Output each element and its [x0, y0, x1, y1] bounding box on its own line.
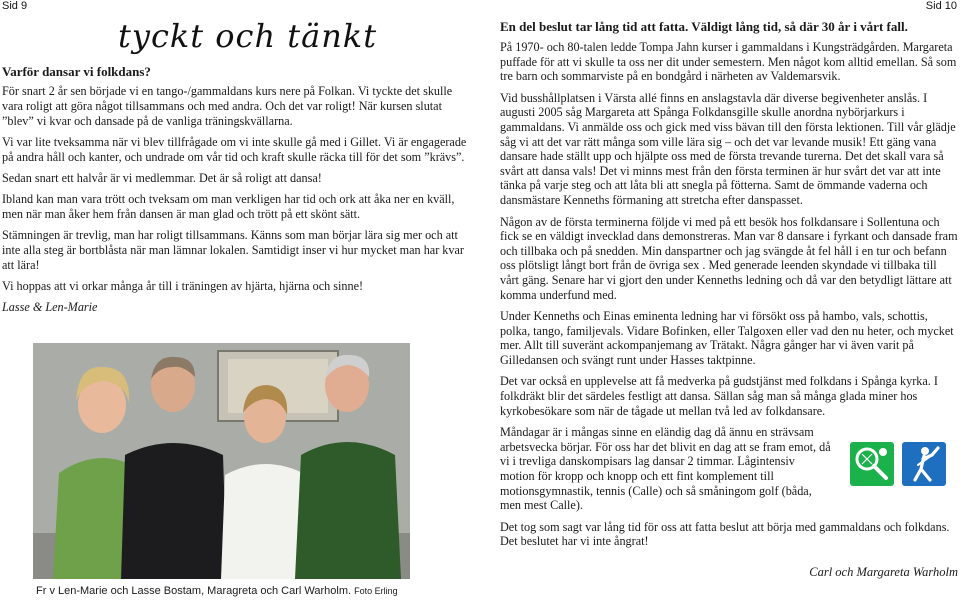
paragraph: Måndagar är i mångas sinne en eländig dag då ännu en strävsam arbetsvecka börjar. För oss har det blivit en dag att se fram emot, då vi i trevliga danskompisars lag dansar 2 timmar. Lågintensiv motion för kropp och knopp och ett fint komplement till motionsgymnastik, tennis (Calle) och så småningom golf (båda, men mest Calle). — [500, 425, 831, 513]
paragraph: Under Kenneths och Einas eminenta ledning har vi försökt oss på hambo, vals, schottis, polka, tango, familjevals. Vidare Bofinken, eller Talgoxen eller vad den nu heter, och mycket mer. Allt till suveränt ackompanjemang av Trätakt. Några gånger har vi även varit på Gilledansen och svängt runt under Hasses taktpinne. — [500, 309, 954, 367]
photo-credit: Foto Erling — [354, 586, 398, 596]
article-body-left — [2, 84, 472, 315]
section-banner: tyckt och tänkt — [118, 17, 378, 55]
paragraph: För snart 2 år sen började vi en tango-/gammaldans kurs nere på Folkan. Vi tyckte det skulle vara roligt att göra något tillsammans och med andra. Och det var roligt! När kursen slutat ”blev” vi kvar och dansade på de vanliga träningskvällarna. — [2, 84, 453, 128]
paragraph: Stämningen är trevlig, man har roligt tillsammans. Känns som man börjar lära sig mer och att inte alla steg är bortblåsta när man lämnar lokalen. Samtidigt inser vi hur mycket man har kvar att lära! — [2, 228, 464, 272]
paragraph: Vi hoppas att vi orkar många år till i träningen av hjärta, hjärna och sinne! — [2, 279, 364, 293]
paragraph: Det tog som sagt var lång tid för oss att fatta beslut att börja med gammaldans och folkdans. Det beslutet har vi inte ångrat! — [500, 519, 950, 549]
page-number-right: Sid 10 — [925, 0, 957, 12]
page-number-left: Sid 9 — [2, 0, 28, 12]
paragraph: Vi var lite tveksamma när vi blev tillfrågade om vi inte skulle gå med i Gillet. Vi är engagerade på andra håll och kanter, och undrade om vår tid och kraft skulle räcka till för det som ”krävs”. — [2, 135, 467, 164]
paragraph: Sedan snart ett halvår är vi medlemmar. Det är så roligt att dansa! — [2, 171, 322, 185]
photo-caption — [36, 585, 398, 597]
left-page — [0, 0, 478, 600]
paragraph: Det var också en upplevelse att få medverka på gudstjänst med folkdans i Spånga kyrka. I folkdräkt blir det särdeles festligt att dansa. Sällan såg man så många glada miner hos kyrkobesökare som när de tågade ut mellan två led av folkdansare. — [500, 374, 938, 418]
group-photo — [33, 343, 410, 579]
caption-text: Fr v Len-Marie och Lasse Bostam, Maragreta och Carl Warholm. — [36, 585, 352, 597]
signature-right: Carl och Margareta Warholm — [809, 565, 958, 579]
article-heading-left: Varför dansar vi folkdans? — [2, 64, 151, 79]
signature-left: Lasse & Len-Marie — [2, 300, 98, 314]
golf-icon — [902, 442, 946, 486]
paragraph: Någon av de första terminerna följde vi med på ett besök hos folkdansare i Sollentuna och fick se en väldigt invecklad dans demonstreras. Man var 8 dansare i fyrkant och dansade fram och tillbaka och på snedden. Min danspartner och jag svängde åt fel håll i en tur och befann oss plötsligt långt bort från de övriga sex . Med generade leenden skyndade vi tillbaka till vårt gäng. Senare har vi gjort den under Kenneths ledning och då var den betydligt lättare att komma underfund med. — [500, 214, 958, 302]
paragraph: Ibland kan man vara trött och tveksam om man verkligen har tid och ork att åka ner en kväll, men när man åker hem från dansen är man glad och trött på ett skönt sätt. — [2, 192, 455, 221]
tennis-icon — [850, 442, 894, 486]
right-page — [500, 0, 960, 600]
paragraph: Vid busshållplatsen i Värsta allé finns en anslagstavla där diverse begivenheter anslås. I augusti 2005 såg Margareta att Spånga Folkdansgille skulle anordna nybörjarkurs i gammaldans. Vi anmälde oss och gick med viss bävan till den första lektionen. Till vår glädje såg vi att det var rätt många som ville lära sig – och det var levande musik! Ett gäng vana dansare hade ställt upp och hjälpte oss med de första trevande turerna. Det det skall vara så svårt att dansa vals! Det vi minns mest från den första terminen är hur svårt det var att inte tänka på varje steg och att låta bli att snegla på fötterna. Samt de ömmande vaderna och dansmästare Kenneths förmaning att stretcha efter danspasset. — [500, 90, 956, 207]
article-heading-right: En del beslut tar lång tid att fatta. Väldigt lång tid, så där 30 år i vårt fall. — [500, 19, 908, 34]
paragraph: På 1970- och 80-talen ledde Tompa Jahn kurser i gammaldans i Kungsträdgården. Margareta puffade för att vi skulle ta oss ner dit under semestern. Men något kom alltid emellan. Så som tre barn och sommarviste på en bondgård i närheten av Valdemarsvik. — [500, 40, 957, 84]
